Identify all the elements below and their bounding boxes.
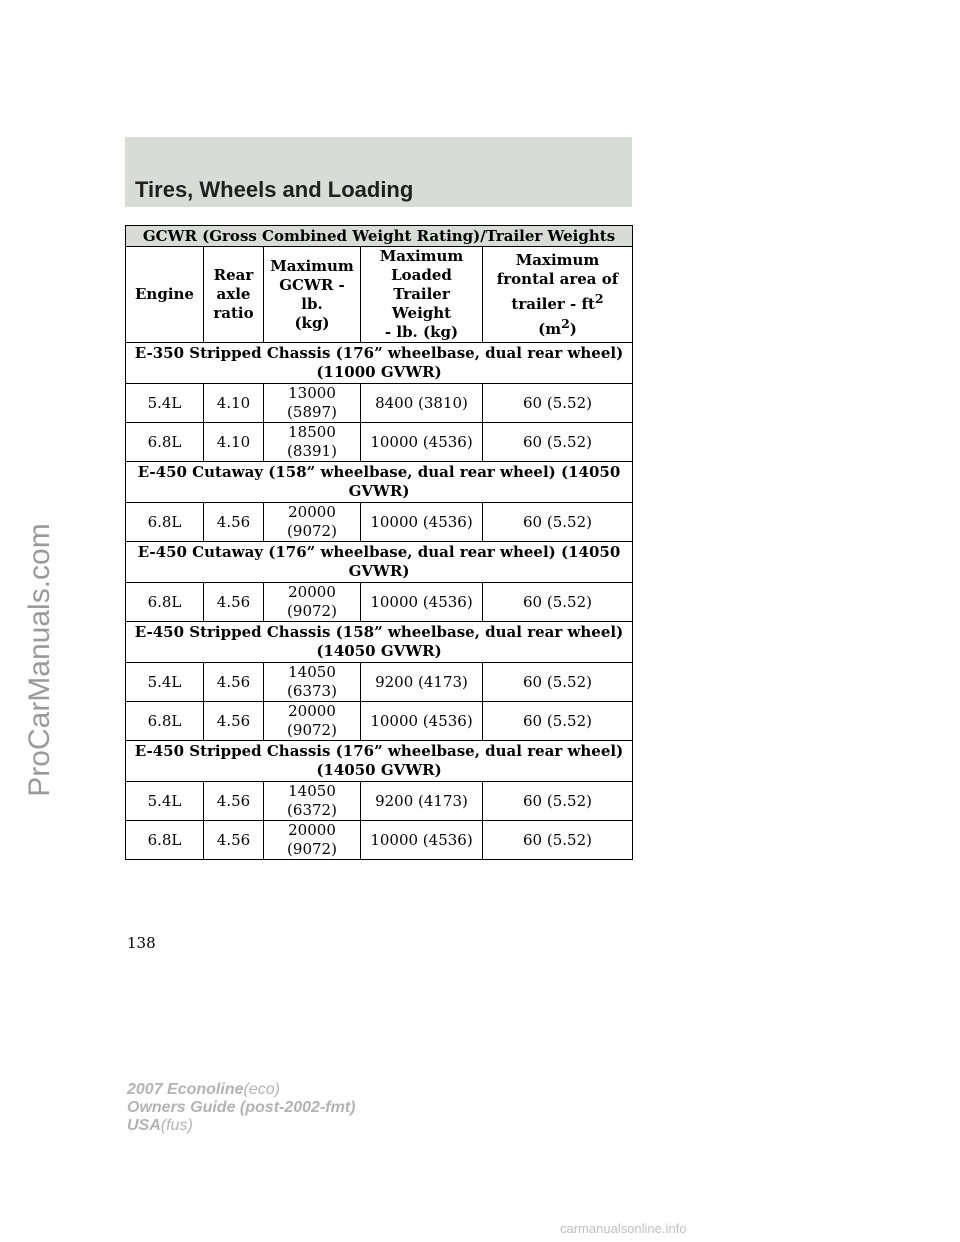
footer-line-1: 2007 Econoline(eco) [127, 1081, 280, 1098]
section-title: Tires, Wheels and Loading [135, 177, 414, 202]
cell-frontal: 60 (5.52) [483, 583, 633, 622]
cell-axle: 4.10 [204, 384, 264, 423]
section-heading: E-450 Stripped Chassis (158” wheelbase, dual rear wheel) (14050 GVWR) [126, 622, 633, 663]
section-heading-row [126, 622, 633, 663]
cell-gcwr: 13000 (5897) [264, 384, 361, 423]
cell-gcwr: 14050 (6373) [264, 663, 361, 702]
cell-frontal: 60 (5.52) [483, 384, 633, 423]
cell-axle: 4.56 [204, 583, 264, 622]
page-number: 138 [127, 934, 156, 952]
cell-gcwr: 18500 (8391) [264, 423, 361, 462]
cell-axle: 4.56 [204, 782, 264, 821]
section-heading: E-450 Cutaway (158” wheelbase, dual rear wheel) (14050 GVWR) [126, 462, 633, 503]
cell-gcwr: 20000 (9072) [264, 583, 361, 622]
cell-trailer: 9200 (4173) [361, 663, 483, 702]
footer-line-2: Owners Guide (post-2002-fmt) [127, 1099, 356, 1116]
table-title: GCWR (Gross Combined Weight Rating)/Trailer Weights [126, 226, 633, 247]
table-row [126, 821, 633, 860]
column-header-row [126, 247, 633, 343]
cell-engine: 6.8L [126, 702, 204, 741]
section-heading-row [126, 343, 633, 384]
cell-frontal: 60 (5.52) [483, 821, 633, 860]
table-title-row [126, 226, 633, 247]
gcwr-table-container [125, 225, 632, 860]
cell-axle: 4.56 [204, 821, 264, 860]
document-footer [127, 1081, 355, 1135]
cell-trailer: 10000 (4536) [361, 702, 483, 741]
section-heading: E-450 Cutaway (176” wheelbase, dual rear wheel) (14050 GVWR) [126, 542, 633, 583]
cell-engine: 5.4L [126, 782, 204, 821]
cell-trailer: 10000 (4536) [361, 423, 483, 462]
col-engine: Engine [126, 247, 204, 343]
section-heading-row [126, 462, 633, 503]
cell-frontal: 60 (5.52) [483, 663, 633, 702]
cell-axle: 4.56 [204, 702, 264, 741]
table-row [126, 423, 633, 462]
table-row [126, 702, 633, 741]
side-watermark [5, 510, 75, 810]
cell-frontal: 60 (5.52) [483, 503, 633, 542]
table-row [126, 384, 633, 423]
section-heading: E-350 Stripped Chassis (176” wheelbase, dual rear wheel) (11000 GVWR) [126, 343, 633, 384]
table-row [126, 583, 633, 622]
cell-trailer: 10000 (4536) [361, 503, 483, 542]
section-heading: E-450 Stripped Chassis (176” wheelbase, dual rear wheel) (14050 GVWR) [126, 741, 633, 782]
table-row [126, 503, 633, 542]
cell-engine: 5.4L [126, 384, 204, 423]
footer-line-3: USA(fus) [127, 1117, 193, 1134]
cell-frontal: 60 (5.52) [483, 782, 633, 821]
cell-axle: 4.56 [204, 503, 264, 542]
cell-trailer: 9200 (4173) [361, 782, 483, 821]
cell-trailer: 8400 (3810) [361, 384, 483, 423]
col-rear-axle-ratio: Rear axle ratio [204, 247, 264, 343]
section-header-band [125, 137, 632, 207]
cell-engine: 6.8L [126, 503, 204, 542]
table-row [126, 782, 633, 821]
cell-trailer: 10000 (4536) [361, 583, 483, 622]
cell-frontal: 60 (5.52) [483, 702, 633, 741]
col-max-frontal-area: Maximum frontal area of trailer - $ft^2$ $(m^2)$ [483, 247, 633, 343]
cell-gcwr: 20000 (9072) [264, 702, 361, 741]
cell-engine: 6.8L [126, 423, 204, 462]
col-max-gcwr: Maximum GCWR - lb. (kg) [264, 247, 361, 343]
col-max-trailer-weight: Maximum Loaded Trailer Weight - lb. (kg) [361, 247, 483, 343]
cell-gcwr: 14050 (6372) [264, 782, 361, 821]
cell-axle: 4.56 [204, 663, 264, 702]
cell-gcwr: 20000 (9072) [264, 821, 361, 860]
gcwr-table [125, 225, 633, 860]
cell-engine: 5.4L [126, 663, 204, 702]
section-heading-row [126, 542, 633, 583]
table-row [126, 663, 633, 702]
watermark-text: ProCarManuals.com [23, 523, 56, 797]
cell-frontal: 60 (5.52) [483, 423, 633, 462]
section-heading-row [126, 741, 633, 782]
cell-axle: 4.10 [204, 423, 264, 462]
cell-engine: 6.8L [126, 583, 204, 622]
cell-gcwr: 20000 (9072) [264, 503, 361, 542]
cell-engine: 6.8L [126, 821, 204, 860]
cell-trailer: 10000 (4536) [361, 821, 483, 860]
bottom-watermark: carmanualsonline.info [560, 1221, 687, 1236]
